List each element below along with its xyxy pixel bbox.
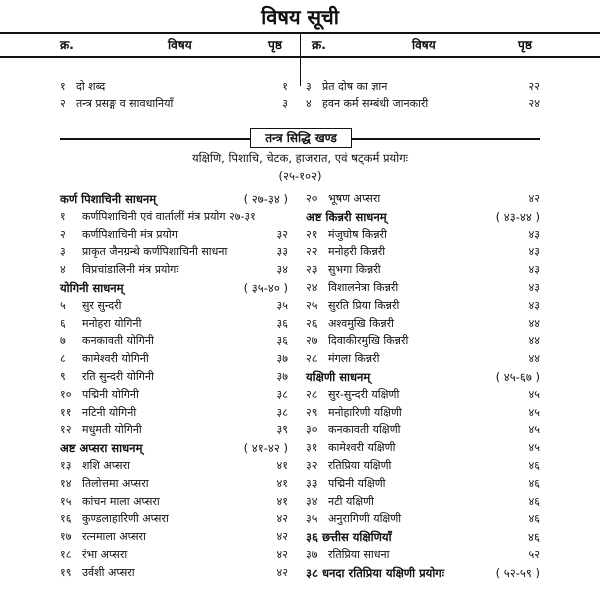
toc-entry — [306, 78, 540, 96]
toc-entry — [306, 457, 540, 475]
entry-page: ३४ — [276, 263, 288, 277]
entry-number: १५ — [60, 494, 72, 508]
entry-title: प्राकृत जैनग्रन्थे कर्णपिशाचिनी साधना — [82, 245, 228, 259]
toc-entry — [306, 332, 540, 350]
toc-entry — [60, 493, 288, 511]
toc-entry — [306, 493, 540, 511]
toc-entry — [306, 404, 540, 422]
toc-entry — [60, 475, 288, 493]
entry-title: अश्वमुखि किन्नरी — [328, 316, 395, 330]
entry-title: रति सुन्दरी योगिनी — [82, 370, 154, 383]
entry-page: ३७ — [276, 370, 288, 383]
entry-page: ४२ — [276, 548, 288, 561]
header-divider — [300, 32, 301, 86]
entry-number: ३२ — [306, 459, 318, 472]
section-heading — [306, 208, 540, 226]
entry-page: ३८ — [276, 405, 288, 419]
header-prishth: पृष्ठ — [518, 38, 532, 52]
section-range: ( ३५-४० ) — [243, 281, 288, 295]
toc-entry — [60, 510, 288, 528]
entry-page: ४६ — [528, 512, 540, 526]
entry-page: ३२ — [276, 227, 288, 241]
entry-title: विशालनेत्रा किन्नरी — [328, 281, 399, 294]
section-title: अष्ट किन्नरी साधनम् — [306, 209, 387, 224]
entry-page: ४१ — [276, 476, 288, 490]
entry-title: रतिप्रिया यक्षिणी — [328, 459, 392, 472]
toc-entry — [60, 564, 288, 582]
entry-number: ६ — [60, 316, 66, 330]
entry-page: ३८ — [276, 387, 288, 401]
section-title: यक्षिणी साधनम् — [306, 370, 371, 384]
entry-number: ७ — [60, 334, 66, 348]
entry-title: विप्रचांडालिनी मंत्र प्रयोगः — [82, 263, 179, 277]
toc-entry — [306, 243, 540, 261]
toc-entry — [306, 279, 540, 297]
entry-page: ४४ — [528, 334, 540, 348]
section-title: योगिनी साधनम् — [60, 281, 124, 295]
entry-title: अनुरागिणी यक्षिणी — [328, 512, 402, 526]
entry-title: दिवाकीरमुखि किन्नरी — [328, 334, 409, 348]
toc-entry — [306, 261, 540, 279]
entry-page: ३७ — [276, 352, 288, 366]
entry-page: ४१ — [276, 494, 288, 508]
entry-title: सुरति प्रिया किन्नरी — [328, 298, 400, 312]
entry-number: २२ — [306, 245, 318, 259]
section-heading — [60, 279, 288, 297]
entry-number: १६ — [60, 512, 72, 526]
section-range: ( ४५-६७ ) — [495, 370, 540, 384]
entry-number: २३ — [306, 263, 318, 277]
entry-page: ४२ — [276, 530, 288, 544]
toc-entry — [60, 297, 288, 315]
entry-number: ३७ — [306, 548, 318, 561]
toc-entry — [306, 510, 540, 528]
entry-number: २९ — [306, 405, 318, 419]
entry-number: १० — [60, 387, 72, 401]
section-range: ( ४३-४४ ) — [495, 209, 540, 224]
toc-entry — [60, 332, 288, 350]
toc-entry — [60, 95, 288, 113]
entry-page: ४३ — [528, 298, 540, 312]
entry-title: मधुमती योगिनी — [82, 423, 142, 437]
entry-title: तन्त्र प्रसङ्ग व सावधानियाँ — [76, 97, 174, 110]
entry-number: १७ — [60, 530, 72, 544]
entry-number: १९ — [60, 565, 72, 579]
section-range: ( २७-३४ ) — [243, 192, 288, 206]
entry-number: ४ — [60, 263, 66, 277]
toc-entry — [306, 297, 540, 315]
section-heading — [306, 564, 540, 582]
entry-number: ३१ — [306, 441, 318, 455]
toc-entry — [306, 350, 540, 368]
entry-number: ९ — [60, 370, 66, 383]
toc-entry — [306, 439, 540, 457]
section-heading — [306, 528, 540, 546]
entry-page: ४३ — [528, 227, 540, 241]
toc-entry — [306, 226, 540, 244]
toc-entry — [60, 350, 288, 368]
toc-entry — [60, 315, 288, 333]
section-title: अष्ट अप्सरा साधनम् — [60, 441, 143, 456]
toc-entry — [60, 404, 288, 422]
entry-page: ४४ — [528, 316, 540, 330]
entry-title: कर्णपिशाचिनी मंत्र प्रयोग — [82, 227, 178, 241]
entry-title: कामेश्वरी योगिनी — [82, 352, 149, 366]
header-kr: क्र. — [60, 38, 74, 52]
entry-page: ४५ — [528, 405, 540, 419]
entry-page: ४३ — [528, 281, 540, 294]
khand-rule-right — [352, 138, 540, 140]
entry-number: २ — [60, 97, 66, 110]
entry-title: मंगला किन्नरी — [328, 352, 380, 366]
header-left — [0, 32, 300, 58]
toc-entry — [60, 546, 288, 564]
entry-page: ४२ — [276, 512, 288, 526]
section-heading — [60, 190, 288, 208]
toc-entry — [60, 78, 288, 96]
entry-title: मंजुघोष किन्नरी — [328, 227, 387, 241]
entry-title: प्रेत दोष का ज्ञान — [322, 80, 388, 93]
toc-entry — [306, 95, 540, 113]
toc-entry — [60, 208, 288, 226]
entry-number: ३५ — [306, 512, 318, 526]
entry-number: १३ — [60, 459, 72, 472]
entry-page: ३ — [282, 97, 288, 110]
entry-title: सुर सुन्दरी — [82, 298, 122, 312]
entry-title: शशि अप्सरा — [82, 459, 130, 472]
section-range: ४६ — [528, 530, 540, 545]
entry-number: १ — [60, 209, 66, 223]
entry-title: नटिनी योगिनी — [82, 405, 137, 419]
entry-title: कांचन माला अप्सरा — [82, 494, 160, 508]
entry-page: ३६ — [276, 316, 288, 330]
entry-title: नटी यक्षिणी — [328, 494, 374, 508]
entry-number: २४ — [306, 281, 318, 294]
entry-page: ४२ — [276, 565, 288, 579]
entry-page: ४६ — [528, 459, 540, 472]
toc-entry — [60, 457, 288, 475]
entry-number: १२ — [60, 423, 72, 437]
entry-page: ३६ — [276, 334, 288, 348]
entry-number: ८ — [60, 352, 66, 366]
entry-number: २१ — [306, 227, 318, 241]
section-title: ३६ छत्तीस यक्षिणियाँ — [306, 530, 392, 545]
entry-title: तिलोत्तमा अप्सरा — [82, 476, 149, 490]
toc-entry — [60, 386, 288, 404]
toc-entry — [306, 190, 540, 208]
entry-page: ४६ — [528, 476, 540, 490]
entry-title: रंभा अप्सरा — [82, 548, 128, 561]
entry-page: ४५ — [528, 441, 540, 455]
entry-page: ४२ — [528, 192, 540, 205]
toc-entry — [60, 226, 288, 244]
entry-title: पद्मिनी यक्षिणी — [328, 476, 386, 490]
entry-title: उर्वशी अप्सरा — [82, 565, 135, 579]
header-kr: क्र. — [312, 38, 326, 52]
entry-page: ४४ — [528, 352, 540, 366]
entry-title: सुर-सुन्दरी यक्षिणी — [328, 387, 400, 401]
toc-entry — [306, 315, 540, 333]
entry-number: २० — [306, 192, 318, 205]
khand-title: तन्त्र सिद्धि खण्ड — [250, 128, 352, 148]
section-range: ( ४१-४२ ) — [243, 441, 288, 456]
entry-page: २२ — [528, 80, 540, 93]
entry-number: ३३ — [306, 476, 318, 490]
entry-number: २७ — [306, 334, 318, 348]
entry-page: ४५ — [528, 423, 540, 437]
entry-page: २४ — [528, 97, 540, 110]
section-heading — [60, 439, 288, 457]
entry-number: ११ — [60, 405, 72, 419]
entry-page: ३३ — [276, 245, 288, 259]
khand-subtitle: यक्षिणि, पिशाचि, चेटक, हाजरात, एवं षट्कर्म प्रयोगः — [191, 151, 408, 165]
toc-entry — [306, 421, 540, 439]
header-vishay: विषय — [412, 38, 436, 52]
entry-title: भूषण अप्सरा — [328, 192, 381, 205]
entry-number: १४ — [60, 476, 72, 490]
entry-title: रत्नमाला अप्सरा — [82, 530, 146, 544]
section-title: ३८ धनदा रतिप्रिया यक्षिणी प्रयोगः — [306, 565, 445, 580]
entry-number: २६ — [306, 316, 318, 330]
khand-range: (२५-१०२) — [278, 169, 322, 183]
entry-number: १ — [60, 80, 66, 93]
entry-number: ४ — [306, 97, 312, 110]
entry-page: ४१ — [276, 459, 288, 472]
entry-title: कुण्डलाहारिणी अप्सरा — [82, 512, 169, 526]
section-title: कर्ण पिशाचिनी साधनम् — [60, 192, 157, 206]
section-range: ( ५२-५९ ) — [495, 565, 540, 580]
entry-number: २ — [60, 227, 66, 241]
entry-number: ३ — [60, 245, 66, 259]
entry-page: ३५ — [276, 298, 288, 312]
entry-number: १८ — [60, 548, 72, 561]
toc-entry — [60, 261, 288, 279]
entry-number: २५ — [306, 298, 318, 312]
entry-number: ५ — [60, 298, 66, 312]
toc-entry — [60, 528, 288, 546]
entry-number: २८ — [306, 387, 318, 401]
page-title: विषय सूची — [261, 5, 339, 29]
header-prishth: पृष्ठ — [268, 38, 282, 52]
entry-title: कामेश्वरी यक्षिणी — [328, 441, 396, 455]
entry-page: ४३ — [528, 263, 540, 277]
entry-page: १ — [282, 80, 288, 93]
entry-page: ४३ — [528, 245, 540, 259]
entry-title: रतिप्रिया साधना — [328, 548, 390, 561]
header-right — [300, 32, 600, 58]
section-heading — [306, 368, 540, 386]
entry-title: मनोहरी किन्नरी — [328, 245, 386, 259]
toc-entry — [60, 421, 288, 439]
header-vishay: विषय — [168, 38, 192, 52]
entry-page: ३९ — [276, 423, 288, 437]
entry-title: मनोहारिणी यक्षिणी — [328, 405, 402, 419]
entry-title: कनकावती यक्षिणी — [328, 423, 401, 437]
entry-page: ४६ — [528, 494, 540, 508]
toc-entry — [60, 243, 288, 261]
entry-number: ३४ — [306, 494, 318, 508]
entry-title: हवन कर्म सम्बंधी जानकारी — [322, 97, 429, 110]
khand-rule-left — [60, 138, 250, 140]
entry-number: २८ — [306, 352, 318, 366]
toc-entry — [306, 546, 540, 564]
entry-title: कर्णपिशाचिनी एवं वार्तालीं मंत्र प्रयोग २७-३१ — [82, 209, 256, 223]
toc-entry — [306, 386, 540, 404]
entry-page: ५२ — [528, 548, 540, 561]
entry-number: ३० — [306, 423, 318, 437]
entry-title: दो शब्द — [76, 80, 106, 93]
toc-entry — [60, 368, 288, 386]
entry-number: ३ — [306, 80, 312, 93]
toc-entry — [306, 475, 540, 493]
entry-page: ४५ — [528, 387, 540, 401]
entry-title: कनकावती योगिनी — [82, 334, 154, 348]
entry-title: मनोहरा योगिनी — [82, 316, 142, 330]
entry-title: पद्मिनी योगिनी — [82, 387, 139, 401]
entry-title: सुभगा किन्नरी — [328, 263, 381, 277]
